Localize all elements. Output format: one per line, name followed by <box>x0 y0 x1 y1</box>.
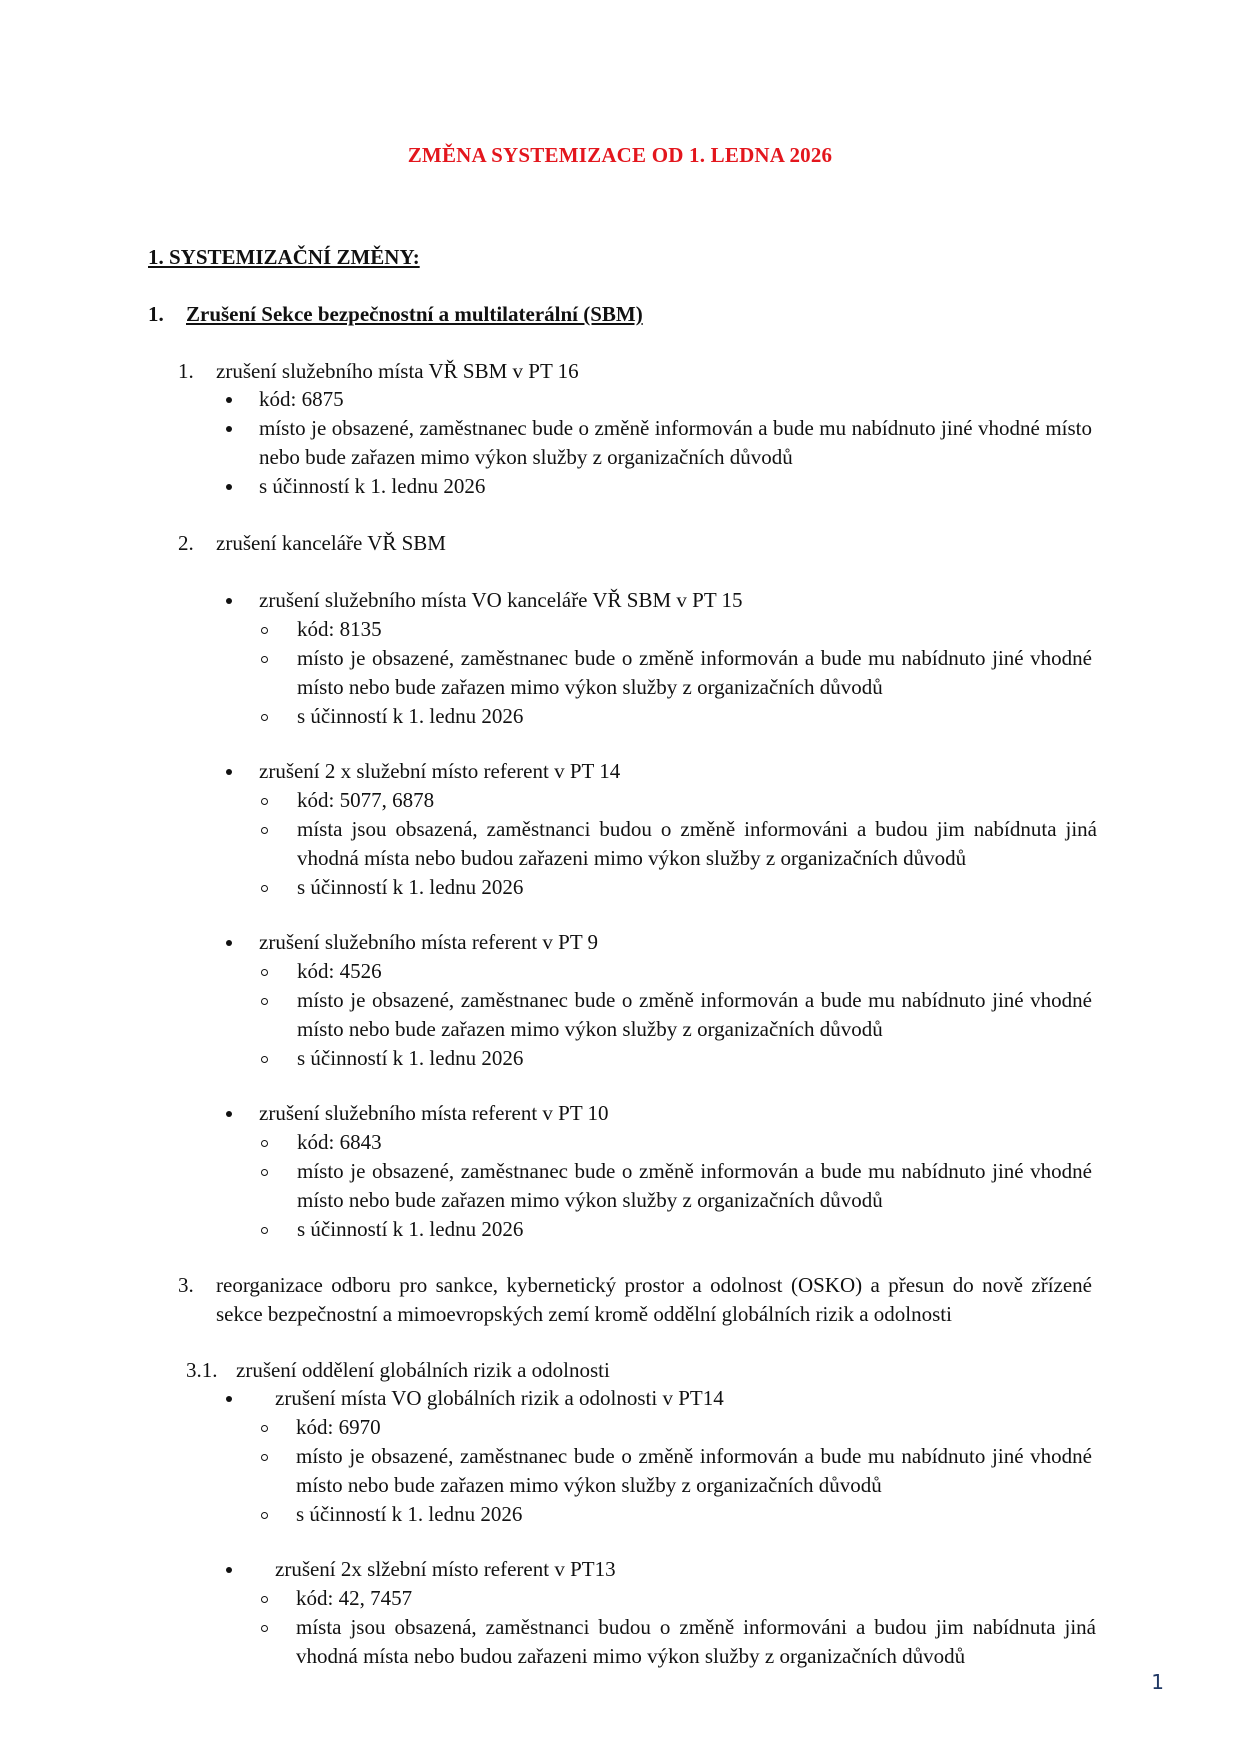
section-heading: 1. SYSTEMIZAČNÍ ZMĚNY: <box>148 245 420 269</box>
list-item-title: zrušení kanceláře VŘ SBM <box>216 531 446 555</box>
page-number: 1 <box>1151 1670 1164 1694</box>
bullet-icon <box>226 1567 232 1573</box>
list-item-title: zrušení služebního místa VŘ SBM v PT 16 <box>216 359 579 383</box>
circle-bullet-icon <box>261 969 268 976</box>
effective-text: s účinností k 1. lednu 2026 <box>297 1217 524 1241</box>
effective-text: s účinností k 1. lednu 2026 <box>297 1046 524 1070</box>
sub-item-number: 3.1. <box>186 1358 218 1382</box>
circle-bullet-icon <box>261 1140 268 1147</box>
note-text: místa jsou obsazená, zaměstnanci budou o změně informováni a budou jim nabídnuta jiná vhodná místa nebo budou zařazeni mimo výkon služby z organizačních důvodů <box>297 817 1097 870</box>
circle-bullet-icon <box>261 1425 268 1432</box>
code-text: kód: 8135 <box>297 617 382 641</box>
effective-text: s účinností k 1. lednu 2026 <box>296 1502 523 1526</box>
effective-text: s účinností k 1. lednu 2026 <box>259 474 486 498</box>
circle-bullet-icon <box>261 1056 268 1063</box>
circle-bullet-icon <box>261 1169 268 1176</box>
effective-text: s účinností k 1. lednu 2026 <box>297 875 524 899</box>
circle-bullet-icon <box>261 1625 268 1632</box>
list-item-3-text: reorganizace odboru pro sankce, kybernetický prostor a odolnost (OSKO) a přesun do nově zřízené sekce bezpečnostní a mimoevropských zemí kromě oddělní globálních rizik a odolnosti <box>216 1273 1092 1326</box>
circle-bullet-icon <box>261 1512 268 1519</box>
note-text: místo je obsazené, zaměstnanec bude o změně informován a bude mu nabídnuto jiné vhodné místo nebo bude zařazen mimo výkon služby z organizačních důvodů <box>296 1444 1092 1497</box>
bullet-icon <box>226 940 232 946</box>
bullet-icon <box>226 598 232 604</box>
effective-text: s účinností k 1. lednu 2026 <box>297 704 524 728</box>
entry-title: zrušení služebního místa VO kanceláře VŘ SBM v PT 15 <box>259 588 743 612</box>
code-text: kód: 6875 <box>259 387 344 411</box>
subsection-number: 1. <box>148 302 164 326</box>
entry-title: zrušení 2 x služební místo referent v PT 14 <box>259 759 621 783</box>
list-item-number: 1. <box>178 359 194 383</box>
document-title: ZMĚNA SYSTEMIZACE OD 1. LEDNA 2026 <box>407 143 833 167</box>
entry-title: zrušení místa VO globálních rizik a odolnosti v PT14 <box>275 1386 724 1410</box>
code-text: kód: 4526 <box>297 959 382 983</box>
bullet-icon <box>226 1396 232 1402</box>
circle-bullet-icon <box>261 1454 268 1461</box>
list-item-2 <box>178 529 446 558</box>
entry-title: zrušení služebního místa referent v PT 10 <box>259 1101 609 1125</box>
bullet-icon <box>226 397 232 403</box>
circle-bullet-icon <box>261 798 268 805</box>
bullet-icon <box>226 426 232 432</box>
circle-bullet-icon <box>261 714 268 721</box>
circle-bullet-icon <box>261 627 268 634</box>
bullet-icon <box>226 484 232 490</box>
list-item-number: 2. <box>178 531 194 555</box>
code-text: kód: 5077, 6878 <box>297 788 435 812</box>
code-text: kód: 6970 <box>296 1415 381 1439</box>
sub-item-3-1 <box>186 1356 610 1385</box>
circle-bullet-icon <box>261 1596 268 1603</box>
note-text: místo je obsazené, zaměstnanec bude o změně informován a bude mu nabídnuto jiné vhodné místo nebo bude zařazen mimo výkon služby z organizačních důvodů <box>259 416 1092 469</box>
subsection-title: Zrušení Sekce bezpečnostní a multilaterální (SBM) <box>186 302 643 326</box>
entry-title: zrušení 2x slžební místo referent v PT13 <box>275 1557 616 1581</box>
circle-bullet-icon <box>261 1227 268 1234</box>
list-item-1 <box>178 357 579 386</box>
bullet-icon <box>226 769 232 775</box>
code-text: kód: 6843 <box>297 1130 382 1154</box>
list-item-number: 3. <box>178 1273 194 1297</box>
subsection-heading <box>148 302 643 327</box>
note-text: místo je obsazené, zaměstnanec bude o změně informován a bude mu nabídnuto jiné vhodné místo nebo bude zařazen mimo výkon služby z organizačních důvodů <box>297 1159 1092 1212</box>
note-text: místo je obsazené, zaměstnanec bude o změně informován a bude mu nabídnuto jiné vhodné místo nebo bude zařazen mimo výkon služby z organizačních důvodů <box>297 988 1092 1041</box>
bullet-icon <box>226 1111 232 1117</box>
circle-bullet-icon <box>261 885 268 892</box>
circle-bullet-icon <box>261 656 268 663</box>
sub-item-title: zrušení oddělení globálních rizik a odolnosti <box>236 1358 610 1382</box>
circle-bullet-icon <box>261 998 268 1005</box>
entry-title: zrušení služebního místa referent v PT 9 <box>259 930 599 954</box>
circle-bullet-icon <box>261 827 268 834</box>
note-text: místo je obsazené, zaměstnanec bude o změně informován a bude mu nabídnuto jiné vhodné místo nebo bude zařazen mimo výkon služby z organizačních důvodů <box>297 646 1092 699</box>
note-text: místa jsou obsazená, zaměstnanci budou o změně informováni a budou jim nabídnuta jiná vhodná místa nebo budou zařazeni mimo výkon služby z organizačních důvodů <box>296 1615 1096 1668</box>
code-text: kód: 42, 7457 <box>296 1586 413 1610</box>
